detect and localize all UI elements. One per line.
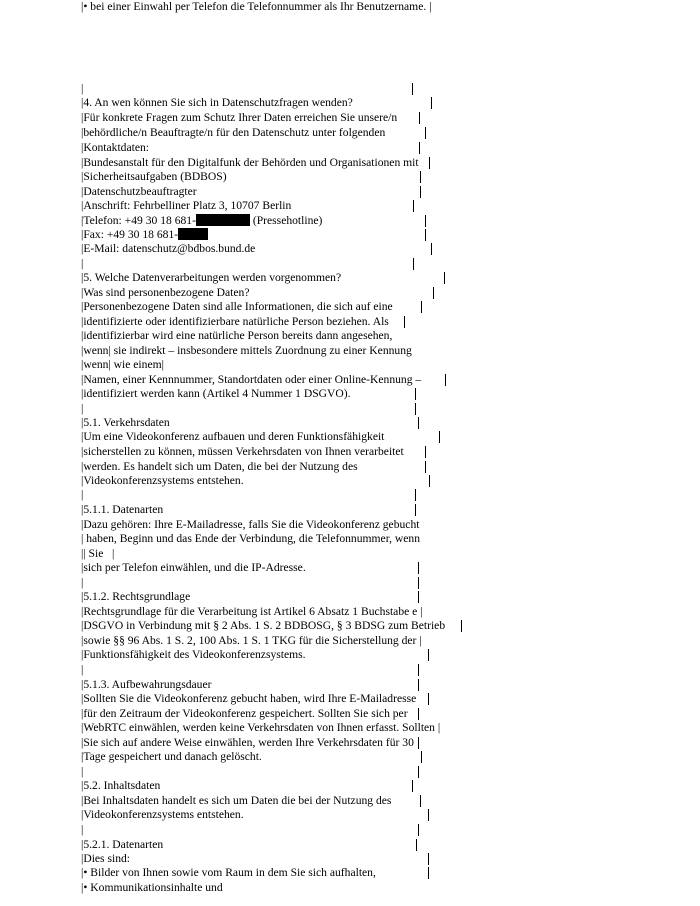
right-margin-bar (439, 431, 440, 443)
line-text: |werden. Es handelt sich um Daten, die bei der Nutzung des (81, 460, 358, 473)
right-margin-bar (404, 316, 405, 328)
right-margin-bar (412, 780, 413, 792)
right-margin-bar (431, 243, 432, 255)
text-line (81, 430, 384, 444)
text-line (81, 286, 249, 300)
right-margin-bar (418, 417, 419, 429)
line-text: | (81, 402, 84, 415)
line-text: |• Bilder von Ihnen sowie vom Raum in dem Sie sich aufhalten, (81, 866, 376, 879)
text-line (81, 488, 83, 502)
text-line (81, 460, 358, 474)
line-text: |Sollten Sie die Videokonferenz gebucht haben, wird Ihre E-Mailadresse (81, 692, 417, 705)
right-margin-bar (425, 229, 426, 241)
line-text: |5.2.1. Datenarten (81, 838, 164, 851)
line-text: |Sicherheitsaufgaben (BDBOS) (81, 170, 227, 183)
right-margin-bar (418, 562, 419, 574)
right-margin-bar (425, 446, 426, 458)
line-text: |• Kommunikationsinhalte und (81, 881, 223, 894)
right-margin-bar (412, 83, 413, 95)
text-line (81, 402, 83, 416)
text-line (81, 96, 353, 110)
line-text: |Videokonferenzsystems entstehen. (81, 808, 244, 821)
text-line (81, 373, 421, 387)
line-text: |Um eine Videokonferenz aufbauen und deren Funktionsfähigkeit (81, 430, 385, 443)
line-text: |Kontaktdaten: (81, 141, 150, 154)
text-line (81, 416, 170, 430)
text-line (81, 503, 163, 517)
text-line (81, 808, 244, 822)
right-margin-bar (413, 258, 414, 270)
pressehotline-label: (Pressehotline) (249, 214, 323, 227)
line-text: |wenn| wie einem| (81, 358, 164, 371)
text-line (81, 329, 392, 343)
line-text: |sowie §§ 96 Abs. 1 S. 2, 100 Abs. 1 S. 1 TKG für die Sicherstellung der | (81, 634, 422, 647)
text-line (81, 271, 341, 285)
text-line (81, 707, 408, 721)
text-line (81, 576, 83, 590)
text-line (81, 170, 227, 184)
text-line (81, 141, 149, 155)
line-text: |Funktionsfähigkeit des Videokonferenzsystems. (81, 648, 306, 661)
right-margin-bar (428, 867, 429, 879)
line-text: |5.1.2. Rechtsgrundlage (81, 590, 191, 603)
right-margin-bar (444, 272, 445, 284)
right-margin-bar (429, 157, 430, 169)
right-margin-bar (431, 97, 432, 109)
text-line (81, 794, 391, 808)
line-text: |Dazu gehören: Ihre E-Mailadresse, falls Sie die Videokonferenz gebucht (81, 518, 420, 531)
line-text: |für den Zeitraum der Videokonferenz gespeichert. Sollten Sie sich per (81, 707, 408, 720)
right-margin-bar (416, 839, 417, 851)
right-margin-bar (425, 215, 426, 227)
right-margin-bar (429, 475, 430, 487)
text-line (81, 779, 160, 793)
right-margin-bar (418, 708, 419, 720)
text-line (81, 126, 385, 140)
right-margin-bar (419, 142, 420, 154)
line-text: | haben, Beginn und das Ende der Verbindung, die Telefonnummer, wenn (81, 532, 421, 545)
text-line (81, 881, 223, 895)
right-margin-bar (428, 853, 429, 865)
text-line (81, 185, 197, 199)
line-text: |Sie sich auf andere Weise einwählen, werden Ihre Verkehrsdaten für 30 (81, 736, 414, 749)
text-line (81, 663, 83, 677)
line-text: |Anschrift: Fehrbelliner Platz 3, 10707 Berlin (81, 199, 292, 212)
right-margin-bar (421, 751, 422, 763)
line-text: |sich per Telefon einwählen, und die IP-Adresse. (81, 561, 306, 574)
text-line (81, 445, 404, 459)
text-line (81, 156, 419, 170)
line-text: |WebRTC einwählen, werden keine Verkehrsdaten von Ihnen erfasst. Sollten | (81, 721, 441, 734)
line-text: |Was sind personenbezogene Daten? (81, 286, 250, 299)
right-margin-bar (415, 489, 416, 501)
right-margin-bar (413, 200, 414, 212)
right-margin-bar (433, 287, 434, 299)
line-text: |DSGVO in Verbindung mit § 2 Abs. 1 S. 2 BDBOSG, § 3 BDSG zum Betrieb (81, 619, 446, 632)
text-line (81, 838, 163, 852)
text-line (81, 257, 83, 271)
text-line (81, 634, 422, 648)
text-line (81, 547, 114, 561)
redaction-box (196, 214, 250, 226)
line-text: |5.2. Inhaltsdaten (81, 779, 161, 792)
line-text: |Telefon: +49 30 18 681- (81, 214, 196, 227)
text-line (81, 474, 244, 488)
line-text: |wenn| sie indirekt – insbesondere mittels Zuordnung zu einer Kennung (81, 344, 412, 357)
line-text: |5.1.1. Datenarten (81, 503, 164, 516)
text-line (81, 111, 397, 125)
line-text: | (81, 823, 84, 836)
line-text: |Datenschutzbeauftragter (81, 185, 197, 198)
text-line (81, 852, 130, 866)
text-line (81, 750, 262, 764)
text-line (81, 199, 291, 213)
text-line (81, 358, 164, 372)
redaction-box (178, 228, 208, 240)
right-margin-bar (425, 461, 426, 473)
right-margin-bar (418, 824, 419, 836)
line-text: | (81, 82, 84, 95)
right-margin-bar (461, 620, 462, 632)
right-margin-bar (419, 112, 420, 124)
line-text: |sicherstellen zu können, müssen Verkehrsdaten von Ihnen verarbeitet (81, 445, 404, 458)
right-margin-bar (415, 403, 416, 415)
text-line (81, 315, 389, 329)
right-margin-bar (418, 679, 419, 691)
right-margin-bar (418, 737, 419, 749)
line-text: |5. Welche Datenverarbeitungen werden vorgenommen? (81, 271, 342, 284)
right-margin-bar (420, 171, 421, 183)
line-text: |Fax: +49 30 18 681- (81, 228, 179, 241)
text-line (81, 736, 414, 750)
right-margin-bar (415, 388, 416, 400)
text-line (81, 765, 83, 779)
line-text: |Tage gespeichert und danach gelöscht. (81, 750, 262, 763)
right-margin-bar (421, 301, 422, 313)
right-margin-bar (418, 766, 419, 778)
line-text: |5.1. Verkehrsdaten (81, 416, 170, 429)
line-text: |identifiziert werden kann (Artikel 4 Nummer 1 DSGVO). (81, 387, 351, 400)
text-line (81, 0, 431, 14)
line-text: |identifizierte oder identifizierbare natürliche Person beziehen. Als (81, 315, 389, 328)
text-line (81, 214, 322, 228)
text-line (81, 619, 445, 633)
line-text: |4. An wen können Sie sich in Datenschutzfragen wenden? (81, 96, 353, 109)
text-line (81, 228, 208, 242)
line-text: |5.1.3. Aufbewahrungsdauer (81, 678, 212, 691)
line-text: |identifizierbar wird eine natürliche Person bereits dann angesehen, (81, 329, 393, 342)
right-margin-bar (420, 795, 421, 807)
line-text: |Rechtsgrundlage für die Verarbeitung ist Artikel 6 Absatz 1 Buchstabe e | (81, 605, 423, 618)
line-text: |Personenbezogene Daten sind alle Informationen, die sich auf eine (81, 300, 393, 313)
text-line (81, 532, 420, 546)
line-text: |Für konkrete Fragen zum Schutz Ihrer Daten erreichen Sie unsere/n (81, 111, 398, 124)
right-margin-bar (428, 693, 429, 705)
line-text: |Dies sind: (81, 852, 131, 865)
line-text: |• bei einer Einwahl per Telefon die Telefonnummer als Ihr Benutzername. | (81, 0, 432, 13)
text-line (81, 387, 351, 401)
line-text: |Videokonferenzsystems entstehen. (81, 474, 244, 487)
text-line (81, 82, 83, 96)
text-line (81, 561, 306, 575)
line-text: |E-Mail: datenschutz@bdbos.bund.de (81, 242, 256, 255)
text-line (81, 590, 190, 604)
line-text: | (81, 663, 84, 676)
right-margin-bar (418, 664, 419, 676)
right-margin-bar (428, 649, 429, 661)
line-text: |Bundesanstalt für den Digitalfunk der Behörden und Organisationen mit (81, 156, 419, 169)
line-text: |Namen, einer Kennnummer, Standortdaten oder einer Online-Kennung – (81, 373, 422, 386)
line-text: || Sie | (81, 547, 115, 560)
line-text: |Bei Inhaltsdaten handelt es sich um Daten die bei der Nutzung des (81, 794, 392, 807)
line-text: | (81, 576, 84, 589)
text-line (81, 648, 306, 662)
right-margin-bar (445, 374, 446, 386)
right-margin-bar (418, 591, 419, 603)
text-line (81, 866, 376, 880)
line-text: | (81, 765, 84, 778)
text-line (81, 721, 440, 735)
text-line (81, 344, 412, 358)
text-line (81, 300, 393, 314)
text-line (81, 678, 211, 692)
right-margin-bar (428, 809, 429, 821)
line-text: | (81, 488, 84, 501)
text-line (81, 518, 419, 532)
right-margin-bar (425, 127, 426, 139)
line-text: |behördliche/n Beauftragte/n für den Datenschutz unter folgenden (81, 126, 386, 139)
right-margin-bar (418, 577, 419, 589)
line-text: | (81, 257, 84, 270)
text-line (81, 242, 255, 256)
text-line (81, 692, 416, 706)
text-line (81, 605, 423, 619)
right-margin-bar (415, 504, 416, 516)
text-line (81, 823, 83, 837)
right-margin-bar (420, 186, 421, 198)
